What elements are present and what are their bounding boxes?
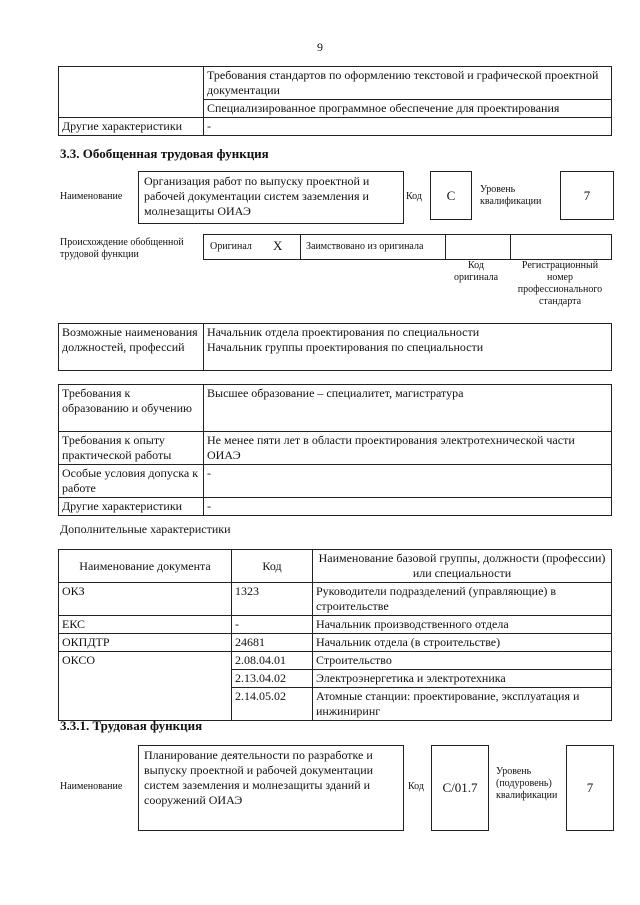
section-33-title: 3.3. Обобщенная трудовая функция [60, 146, 269, 161]
gtf-name-value: Организация работ по выпуску проектной и рабочей документации систем заземления и молнезащиты ОИАЭ [138, 171, 404, 224]
tf-level-value: 7 [566, 745, 614, 831]
gtf-code-value: C [430, 171, 472, 220]
page-number: 9 [317, 40, 323, 54]
gtf-level-label: Уровень квалификации [480, 184, 542, 207]
top-row-standards: Требования стандартов по оформлению текстовой и графической проектной документации [204, 67, 612, 100]
top-row-other-value: - [204, 118, 612, 136]
extra-header-name: Наименование базовой группы, должности (профессии) или специальности [313, 550, 612, 583]
original-label: Оригинал [210, 241, 252, 252]
position-item: Начальник отдела проектирования по специальности [207, 325, 480, 339]
reg-number-label: Регистрационный номер профессионального стандарта [517, 260, 603, 307]
req-conditions-label: Особые условия допуска к работе [59, 465, 204, 498]
req-conditions-value: - [204, 465, 612, 498]
extra-table [58, 549, 612, 721]
top-table [58, 66, 612, 136]
positions-table [58, 323, 612, 371]
req-experience-value: Не менее пяти лет в области проектирования электротехнической части ОИАЭ [204, 432, 612, 465]
tf-level-label: Уровень (подуровень) квалификации [496, 766, 558, 801]
table-row: 2.14.05.02 Атомные станции: проектирование, эксплуатация и инжиниринг [59, 688, 612, 721]
tf-code-value: C/01.7 [431, 745, 489, 831]
position-item: Начальник группы проектирования по специальности [207, 340, 484, 354]
gtf-level-value: 7 [560, 171, 614, 220]
tf-name-value: Планирование деятельности по разработке и выпуску проектной и рабочей документации систем заземления и молнезащиты зданий и сооружений ОИАЭ [138, 745, 404, 831]
req-experience-label: Требования к опыту практической работы [59, 432, 204, 465]
section-331-title: 3.3.1. Трудовая функция [60, 718, 203, 733]
req-education-value: Высшее образование – специалитет, магистратура [204, 385, 612, 432]
top-row-other-label: Другие характеристики [59, 118, 204, 136]
positions-label: Возможные наименования должностей, профессий [59, 324, 204, 371]
table-row: ОКСО 2.08.04.01 Строительство [59, 652, 612, 670]
req-other-label: Другие характеристики [59, 498, 204, 516]
req-other-value: - [204, 498, 612, 516]
requirements-table [58, 384, 612, 516]
tf-name-label: Наименование [60, 781, 123, 792]
top-row-software: Специализированное программное обеспечение для проектирования [204, 100, 612, 118]
borrowed-label: Заимствовано из оригинала [306, 241, 424, 252]
table-row: 2.13.04.02 Электроэнергетика и электротехника [59, 670, 612, 688]
extra-title: Дополнительные характеристики [60, 522, 231, 536]
extra-header-code: Код [232, 550, 313, 583]
tf-code-label: Код [408, 781, 424, 792]
origin-label: Происхождение обобщенной трудовой функции [60, 237, 184, 260]
original-mark: X [273, 238, 283, 253]
extra-header-doc: Наименование документа [59, 550, 232, 583]
gtf-name-label: Наименование [60, 191, 123, 202]
table-row: ЕКС - Начальник производственного отдела [59, 616, 612, 634]
code-original-label: Код оригинала [453, 260, 499, 283]
gtf-code-label: Код [406, 191, 422, 202]
origin-row [203, 234, 612, 260]
table-row: ОКПДТР 24681 Начальник отдела (в строительстве) [59, 634, 612, 652]
table-row: ОКЗ 1323 Руководители подразделений (управляющие) в строительстве [59, 583, 612, 616]
req-education-label: Требования к образованию и обучению [59, 385, 204, 432]
